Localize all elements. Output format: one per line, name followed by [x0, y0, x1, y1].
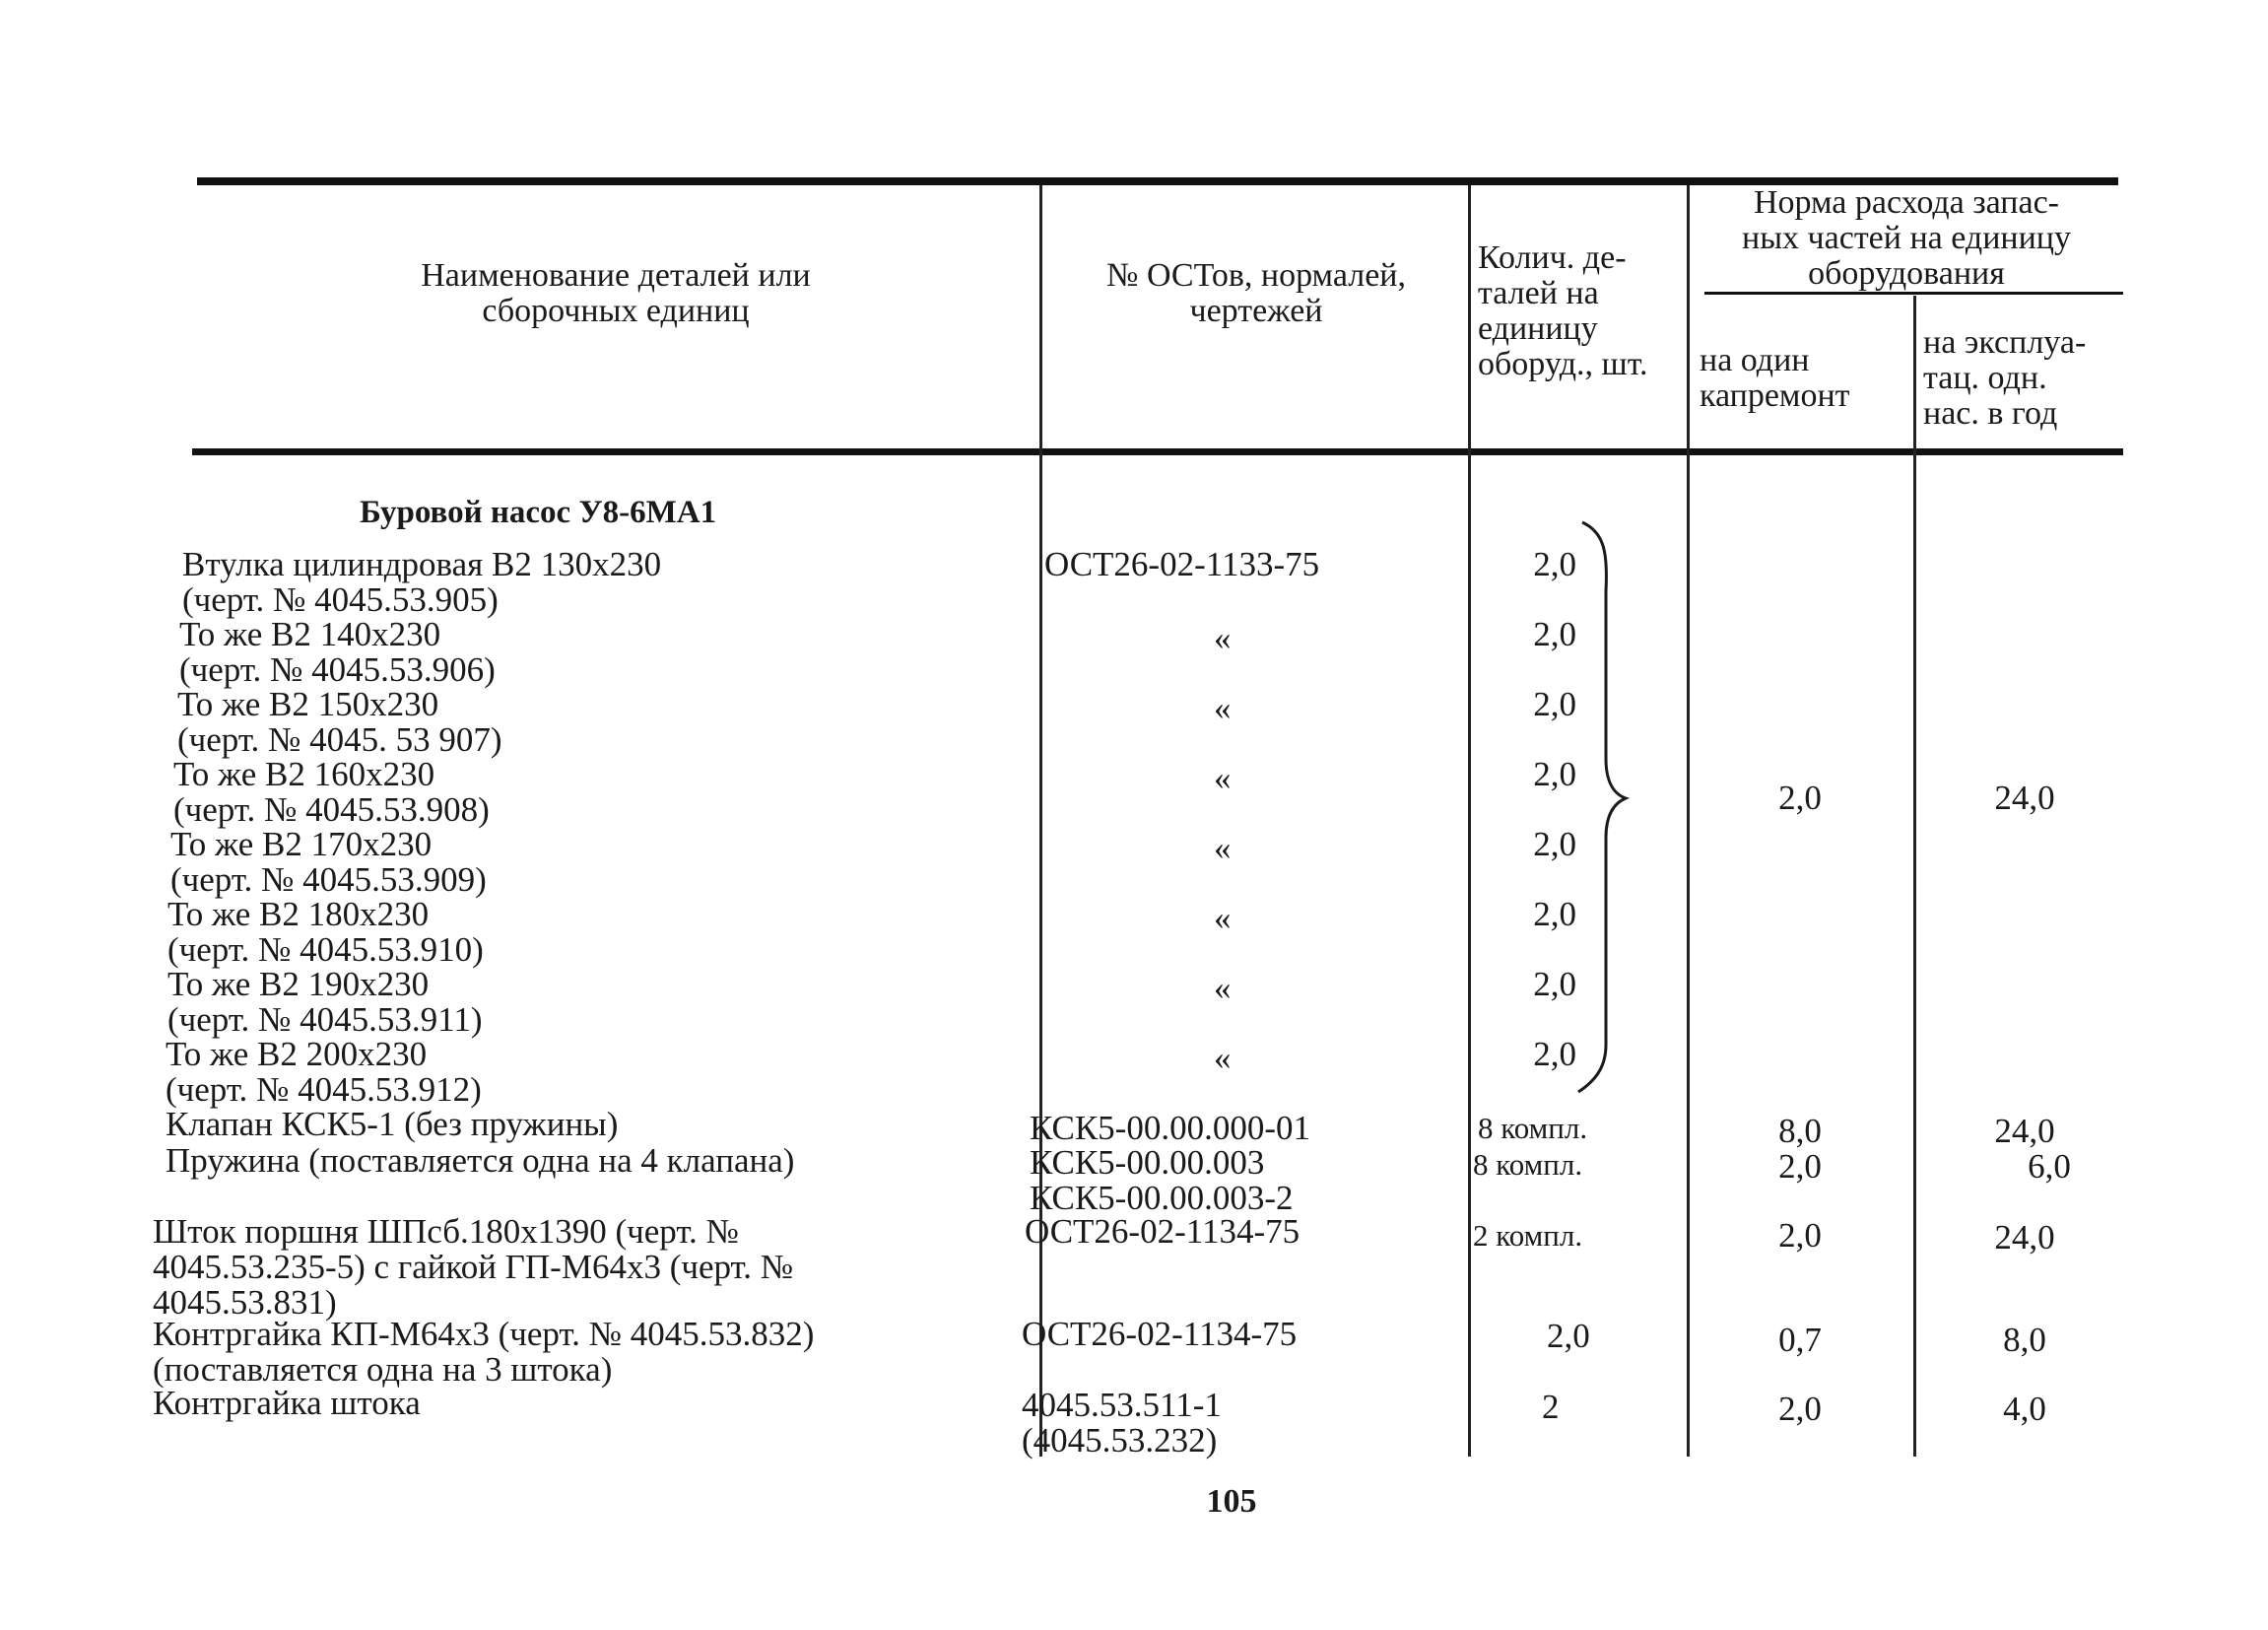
- header-col-qty: [1478, 240, 1690, 382]
- col-divider-4: [1913, 296, 1916, 1457]
- sleeve-qty: 2,0: [1533, 895, 1576, 933]
- sleeve-name-line2: (черт. № 4045.53.909): [170, 860, 487, 899]
- locknut-qty: 2,0: [1547, 1317, 1590, 1355]
- locknut-cap: 0,7: [1778, 1321, 1822, 1359]
- header-col-qty-line1: Колич. де-: [1478, 239, 1627, 276]
- header-col-exp-line2: тац. одн.: [1923, 360, 2047, 396]
- sleeve-name: [177, 687, 1044, 758]
- locknut-ost: ОСТ26-02-1134-75: [1022, 1315, 1298, 1353]
- header-col-cap: [1700, 343, 1911, 414]
- header-col-ost-line1: № ОСТов, нормалей,: [1106, 257, 1406, 294]
- sleeve-name-line2: (черт. № 4045.53.912): [166, 1070, 482, 1109]
- section-title: Буровой насос У8-6МА1: [360, 495, 717, 530]
- sleeves-group-cap: 2,0: [1778, 779, 1822, 817]
- spring-ost-line1: КСК5-00.00.003: [1030, 1143, 1265, 1182]
- norm-subheader-rule: [1704, 292, 2123, 295]
- rodnut-cap: 2,0: [1778, 1390, 1822, 1428]
- sleeve-name: [167, 897, 1034, 968]
- rodnut-qty: 2: [1542, 1388, 1560, 1426]
- sleeve-name: [170, 827, 1037, 898]
- locknut-name: [153, 1317, 1020, 1388]
- rod-qty: 2 компл.: [1473, 1218, 1583, 1253]
- page-number: 105: [1206, 1483, 1257, 1520]
- sleeve-name-line1: То же В2 160х230: [173, 755, 435, 793]
- sleeve-name-line1: То же В2 190х230: [167, 965, 430, 1003]
- sleeve-qty: 2,0: [1533, 755, 1576, 793]
- sleeve-ost: «: [1214, 899, 1232, 937]
- sleeve-name-line1: То же В2 150х230: [177, 685, 439, 723]
- rodnut-name: Контргайка штока: [153, 1384, 421, 1422]
- sleeve-name-line2: (черт. № 4045.53.906): [179, 650, 496, 689]
- rodnut-ost: [1022, 1388, 1222, 1459]
- locknut-name-line1: Контргайка КП-М64х3 (черт. № 4045.53.832): [153, 1315, 815, 1353]
- sleeve-ost: «: [1214, 1039, 1232, 1077]
- header-col-exp-line3: нас. в год: [1923, 395, 2058, 432]
- sleeve-name-line2: (черт. № 4045.53.908): [173, 790, 490, 829]
- rodnut-exp: 4,0: [2003, 1390, 2046, 1428]
- valve-qty: 8 компл.: [1478, 1111, 1588, 1145]
- sleeve-ost: «: [1214, 969, 1232, 1007]
- rodnut-ost-line2: (4045.53.232): [1022, 1421, 1218, 1460]
- header-col-norm: [1695, 185, 2118, 292]
- locknut-name-line2: (поставляется одна на 3 штока): [153, 1350, 613, 1389]
- rodnut-ost-line1: 4045.53.511-1: [1022, 1386, 1222, 1424]
- rod-name-line3: 4045.53.831): [153, 1283, 337, 1322]
- spring-qty: 8 компл.: [1473, 1147, 1583, 1182]
- sleeve-name-line1: То же В2 180х230: [167, 895, 430, 933]
- sleeve-name: [167, 967, 1034, 1038]
- sleeve-ost: «: [1214, 619, 1232, 657]
- sleeve-name: [179, 617, 1046, 688]
- header-col-norm-line3: оборудования: [1808, 255, 2005, 292]
- sleeve-name: [166, 1037, 1033, 1108]
- rod-name-line2: 4045.53.235-5) с гайкой ГП-М64х3 (черт. №: [153, 1248, 794, 1286]
- header-col-name-line1: Наименование деталей или: [421, 257, 811, 294]
- header-col-exp-line1: на эксплуа-: [1923, 324, 2087, 361]
- spring-cap: 2,0: [1778, 1147, 1822, 1186]
- sleeve-qty: 2,0: [1533, 545, 1576, 583]
- header-col-cap-line2: капремонт: [1700, 377, 1850, 414]
- spring-exp: 6,0: [2028, 1147, 2071, 1186]
- sleeve-qty: 2,0: [1533, 1035, 1576, 1073]
- sleeve-name-line1: Втулка цилиндровая В2 130х230: [182, 545, 662, 583]
- sleeve-name-line2: (черт. № 4045. 53 907): [177, 720, 502, 759]
- sleeve-name-line1: То же В2 140х230: [179, 615, 441, 653]
- sleeve-qty: 2,0: [1533, 825, 1576, 863]
- rod-name: [153, 1214, 1010, 1321]
- sleeve-name-line2: (черт. № 4045.53.911): [167, 1000, 483, 1039]
- locknut-exp: 8,0: [2003, 1321, 2046, 1359]
- sleeve-name-line1: То же В2 170х230: [170, 825, 433, 863]
- valve-cap: 8,0: [1778, 1112, 1822, 1150]
- header-col-ost: [1049, 258, 1463, 329]
- header-col-cap-line1: на один: [1700, 342, 1810, 378]
- rod-name-line1: Шток поршня ШПсб.180х1390 (черт. №: [153, 1212, 739, 1251]
- rod-exp: 24,0: [1994, 1218, 2055, 1256]
- sleeve-name-line1: То же В2 200х230: [166, 1035, 428, 1073]
- header-col-qty-line4: оборуд., шт.: [1478, 346, 1648, 382]
- sleeve-name: [173, 757, 1040, 828]
- spring-ost-line2: КСК5-00.00.003-2: [1030, 1179, 1294, 1217]
- sleeve-name-line2: (черт. № 4045.53.905): [182, 580, 499, 619]
- sleeves-group-exp: 24,0: [1994, 779, 2055, 817]
- sleeve-ost: ОСТ26-02-1133-75: [1044, 545, 1320, 583]
- rod-ost: ОСТ26-02-1134-75: [1025, 1212, 1301, 1251]
- sleeve-name: [182, 547, 1049, 618]
- sleeve-ost: «: [1214, 829, 1232, 867]
- header-col-norm-line1: Норма расхода запас-: [1753, 184, 2060, 221]
- header-col-name: [197, 258, 1034, 329]
- valve-name: Клапан КСК5-1 (без пружины): [166, 1105, 619, 1143]
- valve-exp: 24,0: [1994, 1112, 2055, 1150]
- header-col-name-line2: сборочных единиц: [482, 293, 750, 329]
- header-col-ost-line2: чертежей: [1189, 293, 1323, 329]
- rod-cap: 2,0: [1778, 1216, 1822, 1255]
- header-col-qty-line3: единицу: [1478, 310, 1598, 347]
- sleeve-name-line2: (черт. № 4045.53.910): [167, 930, 484, 969]
- col-divider-2: [1468, 185, 1471, 1457]
- valve-ost: КСК5-00.00.000-01: [1030, 1109, 1310, 1147]
- sleeve-qty: 2,0: [1533, 965, 1576, 1003]
- sleeve-ost: «: [1214, 689, 1232, 727]
- header-col-qty-line2: талей на: [1478, 275, 1599, 311]
- header-col-exp: [1923, 325, 2120, 432]
- spring-name: Пружина (поставляется одна на 4 клапана): [166, 1141, 795, 1180]
- sleeve-qty: 2,0: [1533, 685, 1576, 723]
- grouping-brace: [1576, 512, 1655, 1094]
- header-bottom-rule: [192, 448, 2123, 455]
- sleeve-ost: «: [1214, 759, 1232, 797]
- sleeve-qty: 2,0: [1533, 615, 1576, 653]
- spring-ost: [1030, 1145, 1293, 1216]
- header-col-norm-line2: ных частей на единицу: [1742, 220, 2071, 256]
